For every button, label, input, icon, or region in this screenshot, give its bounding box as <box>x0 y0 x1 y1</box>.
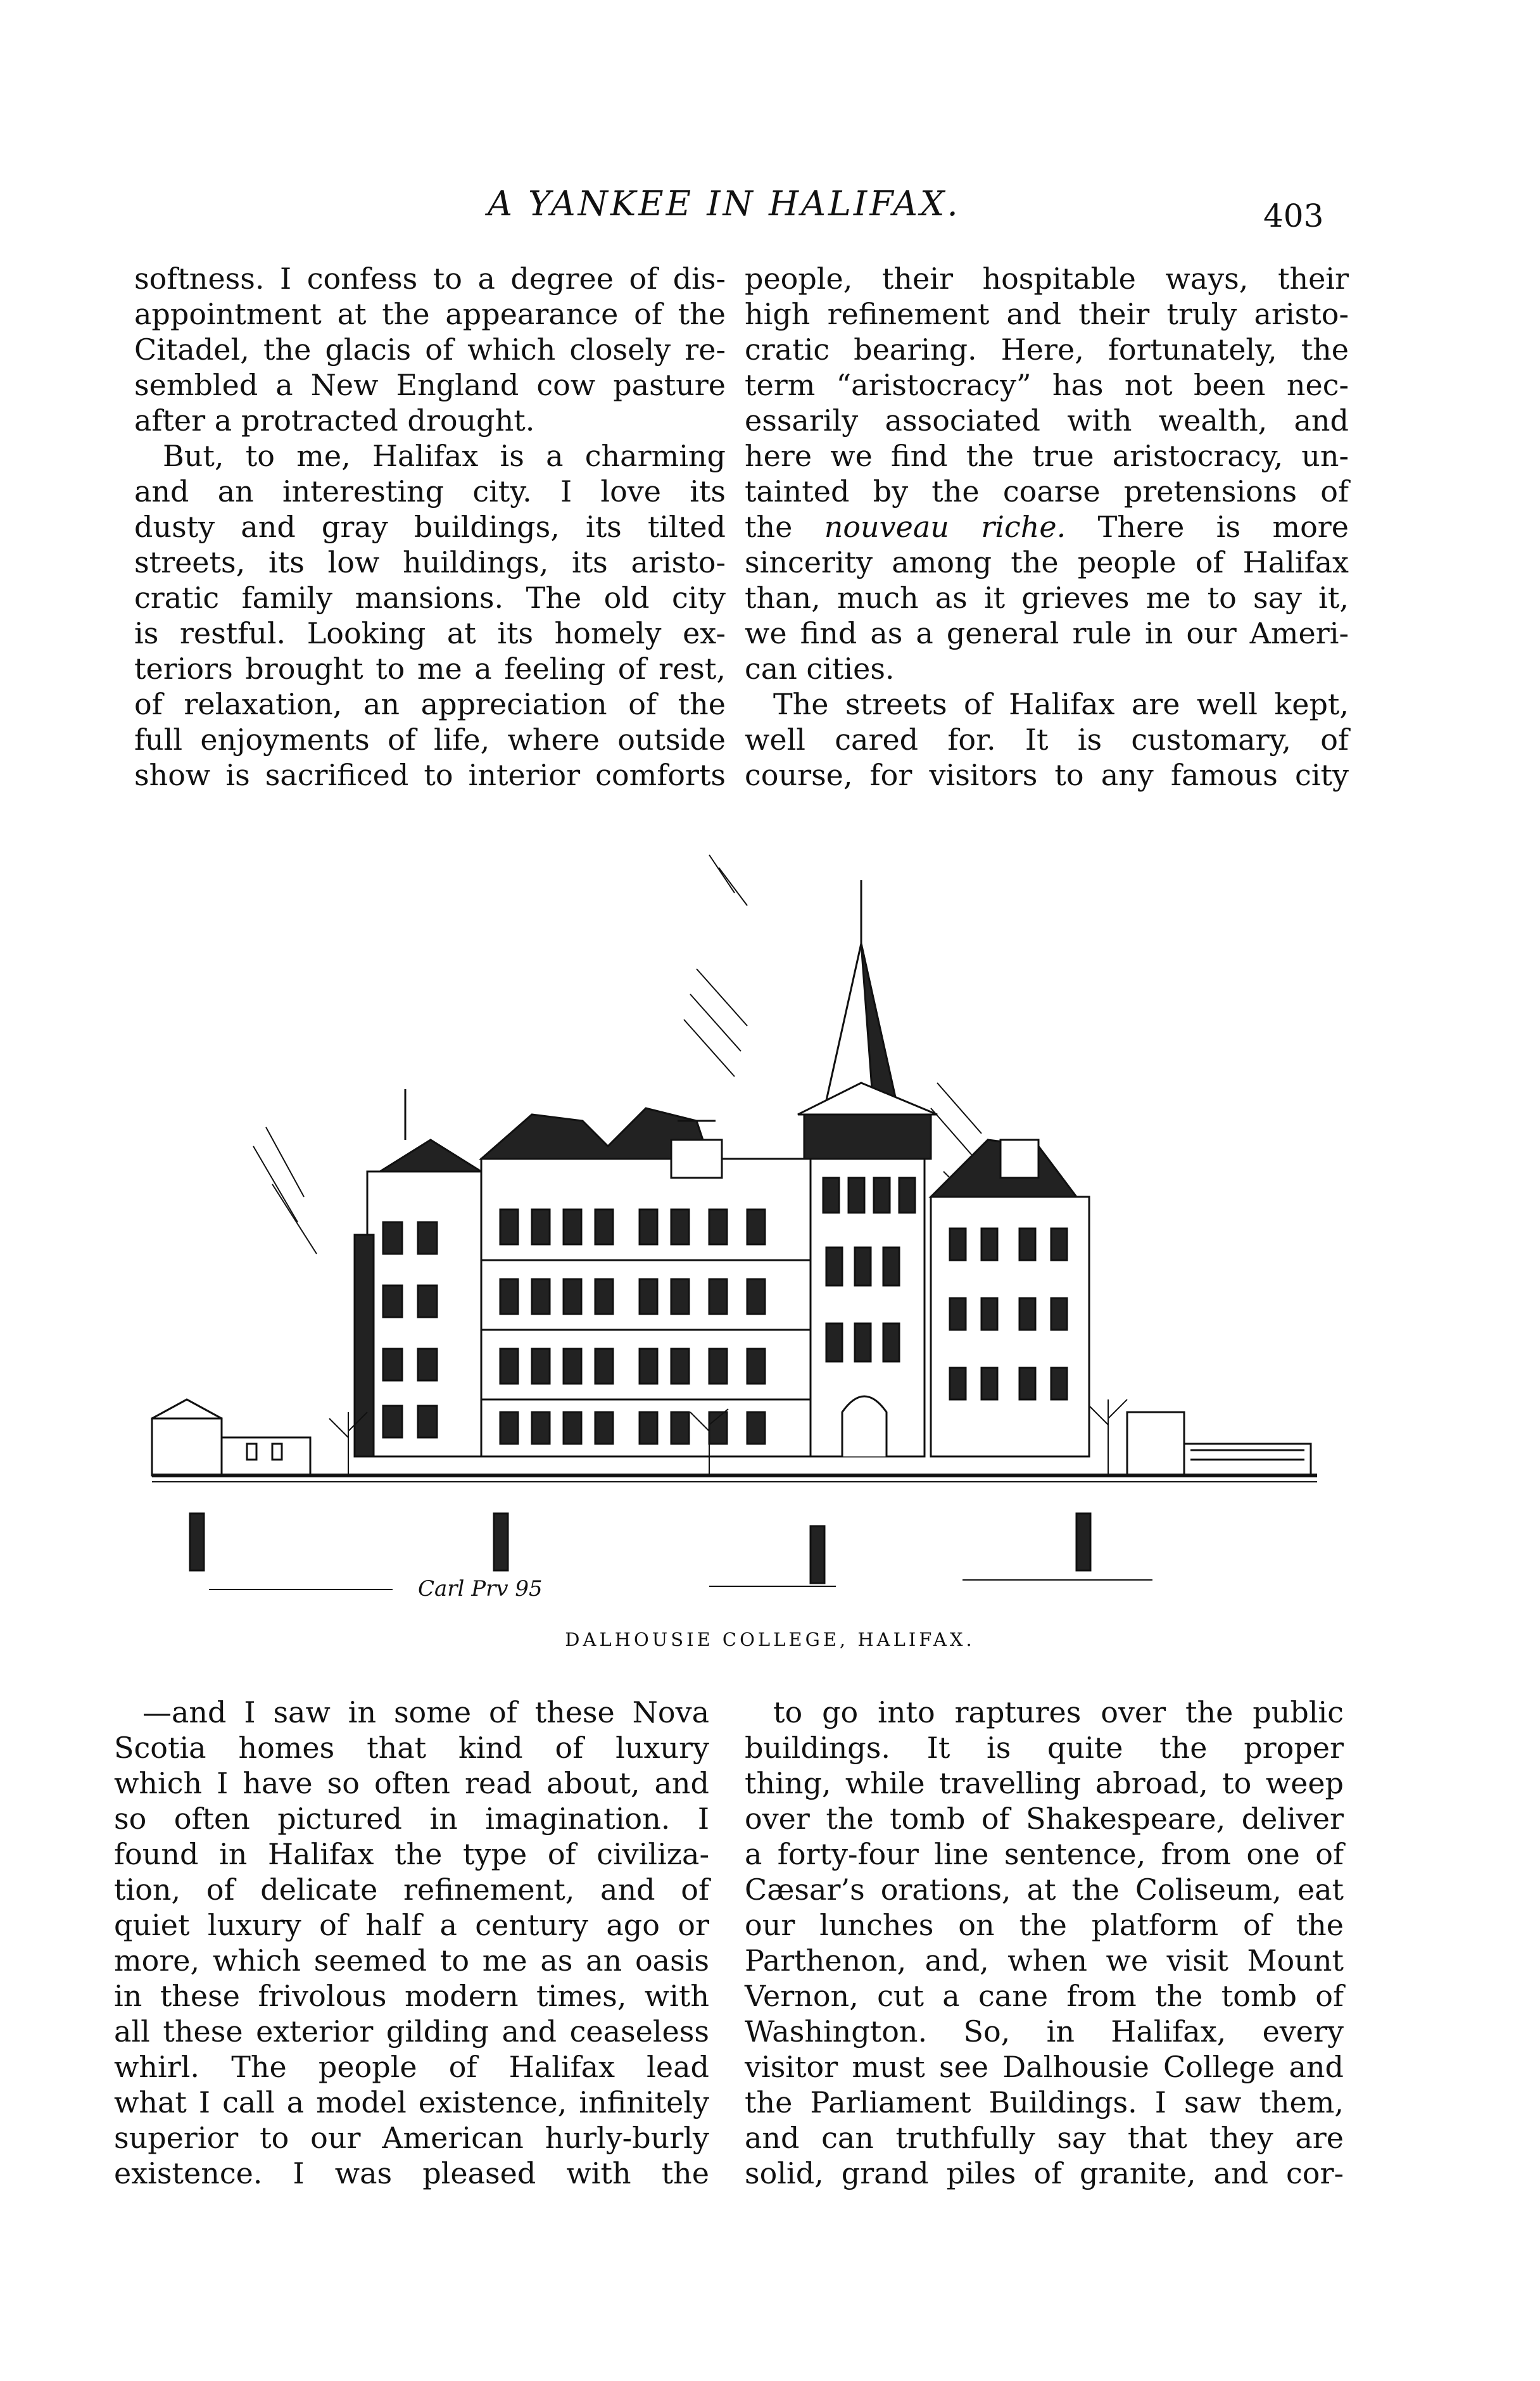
text-line: people, their hospitable ways, their <box>745 262 1349 296</box>
text-line: essarily associated with wealth, and <box>745 403 1349 438</box>
text-line: sembled a New England cow pasture <box>134 368 726 402</box>
text-line: show is sacrificed to interior comforts <box>134 758 726 792</box>
text-line: over the tomb of Shakespeare, deliver <box>745 1802 1344 1836</box>
text-line: buildings. It is quite the proper <box>745 1731 1344 1765</box>
text-line: But, to me, Halifax is a charming <box>163 439 726 473</box>
text-line: Vernon, cut a cane from the tomb of <box>745 1979 1344 2013</box>
text-line: our lunches on the platform of the <box>745 1908 1344 1942</box>
running-title: A YANKEE IN HALIFAX. <box>488 184 961 224</box>
text-line: so often pictured in imagination. I <box>114 1802 709 1836</box>
text-line: cratic family mansions. The old city <box>134 581 726 615</box>
text-line: can cities. <box>745 652 895 686</box>
text-line: in these frivolous modern times, with <box>114 1979 709 2013</box>
text-line: appointment at the appearance of the <box>134 297 726 331</box>
text-line: tainted by the coarse pretensions of <box>745 474 1349 508</box>
text-line <box>745 509 1349 545</box>
text-line: well cared for. It is customary, of <box>745 723 1349 757</box>
text-line: sincerity among the people of Halifax <box>745 545 1349 579</box>
text-line: than, much as it grieves me to say it, <box>745 581 1349 615</box>
column-top-left <box>134 261 726 793</box>
text-line: a forty-four line sentence, from one of <box>745 1837 1344 1871</box>
distant-houses-left <box>152 1399 310 1475</box>
text-line: tion, of delicate refinement, and of <box>114 1873 709 1907</box>
text-fragment: the <box>745 510 824 544</box>
text-line: superior to our American hurly-burly <box>114 2121 709 2155</box>
text-line: thing, while travelling abroad, to weep <box>745 1766 1344 1800</box>
left-wing <box>355 1089 481 1456</box>
artist-signature: Carl Prv 95 <box>418 1576 543 1601</box>
column-bottom-left <box>114 1695 709 2191</box>
text-line: —and I saw in some of these Nova <box>142 1695 709 1729</box>
text-line: Washington. So, in Halifax, every <box>745 2014 1344 2049</box>
text-line: and an interesting city. I love its <box>134 474 726 508</box>
text-line: softness. I confess to a degree of dis- <box>134 262 726 296</box>
text-line: to go into raptures over the public <box>773 1695 1344 1729</box>
text-line: is restful. Looking at its homely ex- <box>134 616 726 650</box>
clock-tower <box>798 880 937 1456</box>
text-line: cratic bearing. Here, fortunately, the <box>745 332 1349 367</box>
page-number: 403 <box>1263 198 1324 234</box>
distant-houses-right <box>1127 1412 1311 1475</box>
column-top-right <box>745 261 1349 793</box>
text-line: Scotia homes that kind of luxury <box>114 1731 709 1765</box>
text-line: and can truthfully say that they are <box>745 2121 1344 2155</box>
text-line: Cæsar’s orations, at the Coliseum, eat <box>745 1873 1344 1907</box>
text-line: what I call a model existence, infinitely <box>114 2085 709 2119</box>
text-line: the Parliament Buildings. I saw them, <box>745 2085 1344 2119</box>
text-line: streets, its low huildings, its aristo- <box>134 545 726 579</box>
text-line: we find as a general rule in our Ameri- <box>745 616 1349 650</box>
text-line: all these exterior gilding and ceaseless <box>114 2014 709 2049</box>
central-block <box>481 1108 823 1456</box>
text-line: Citadel, the glacis of which closely re- <box>134 332 726 367</box>
text-line: after a protracted drought. <box>134 403 535 438</box>
text-line: course, for visitors to any famous city <box>745 758 1349 792</box>
text-line: solid, grand piles of granite, and cor- <box>745 2156 1344 2190</box>
text-line: full enjoyments of life, where outside <box>134 723 726 757</box>
text-line: existence. I was pleased with the <box>114 2156 709 2190</box>
fence-and-ground <box>152 1475 1317 1589</box>
text-line: whirl. The people of Halifax lead <box>114 2050 709 2084</box>
running-head <box>0 184 1540 234</box>
figure-caption: DALHOUSIE COLLEGE, HALIFAX. <box>565 1629 975 1650</box>
text-line: The streets of Halifax are well kept, <box>773 687 1349 721</box>
right-wing <box>931 1140 1089 1456</box>
text-line: teriors brought to me a feeling of rest, <box>134 652 726 686</box>
text-line: high refinement and their truly aristo- <box>745 297 1349 331</box>
text-line: found in Halifax the type of civiliza- <box>114 1837 709 1871</box>
dalhousie-college-illustration <box>139 842 1330 1627</box>
text-line: more, which seemed to me as an oasis <box>114 1943 709 1978</box>
text-line: quiet luxury of half a century ago or <box>114 1908 709 1942</box>
text-fragment: There is more <box>1066 510 1349 544</box>
text-line: here we find the true aristocracy, un- <box>745 439 1349 473</box>
text-line: term “aristocracy” has not been nec- <box>745 368 1349 402</box>
text-line: which I have so often read about, and <box>114 1766 709 1800</box>
text-line: of relaxation, an appreciation of the <box>134 687 726 721</box>
text-line: visitor must see Dalhousie College and <box>745 2050 1344 2084</box>
foreign-phrase: nouveau riche. <box>824 510 1066 544</box>
column-bottom-right <box>745 1695 1344 2191</box>
text-line: dusty and gray buildings, its tilted <box>134 510 726 544</box>
text-line: Parthenon, and, when we visit Mount <box>745 1943 1344 1978</box>
